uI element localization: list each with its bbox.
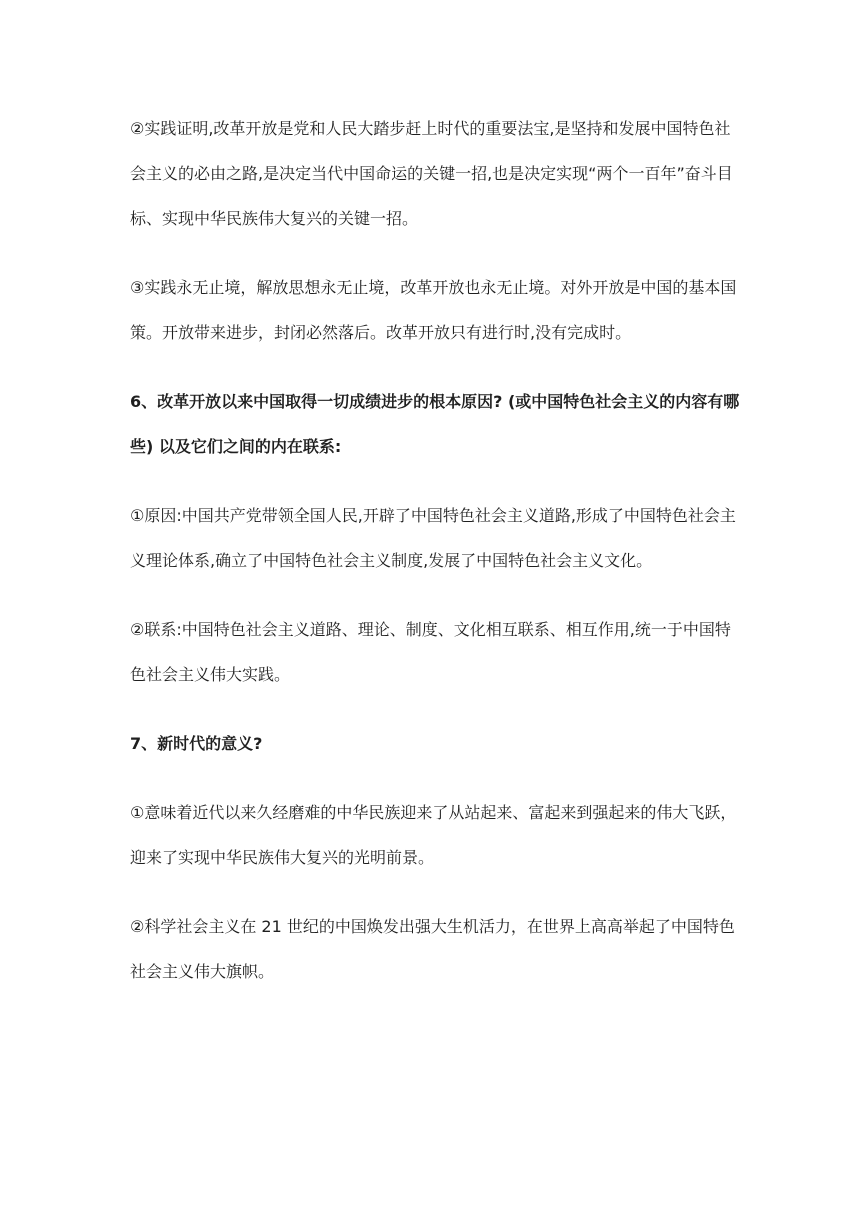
paragraph-reform-proof: ②实践证明,改革开放是党和人民大踏步赶上时代的重要法宝,是坚持和发展中国特色社会主义的必由之路,是决定当代中国命运的关键一招,也是决定实现“两个一百年”奋斗目标、实现中华民族伟大复兴的关键一招。: [130, 119, 733, 228]
paragraph-reason: ①原因:中国共产党带领全国人民,开辟了中国特色社会主义道路,形成了中国特色社会主义理论体系,确立了中国特色社会主义制度,发展了中国特色社会主义文化。: [130, 506, 736, 570]
heading-question-6: 6、改革开放以来中国取得一切成绩进步的根本原因? (或中国特色社会主义的内容有哪些) 以及它们之间的内在联系:: [130, 392, 740, 456]
paragraph-significance-2: ②科学社会主义在 21 世纪的中国焕发出强大生机活力，在世界上高高举起了中国特色社会主义伟大旗帜。: [130, 917, 735, 981]
paragraph-connection: ②联系:中国特色社会主义道路、理论、制度、文化相互联系、相互作用,统一于中国特色社会主义伟大实践。: [130, 620, 731, 684]
heading-question-7: 7、新时代的意义?: [130, 734, 263, 753]
paragraph-significance-1: ①意味着近代以来久经磨难的中华民族迎来了从站起来、富起来到强起来的伟大飞跃，迎来了实现中华民族伟大复兴的光明前景。: [130, 803, 737, 867]
paragraph-practice-endless: ③实践永无止境，解放思想永无止境，改革开放也永无止境。对外开放是中国的基本国策。开放带来进步，封闭必然落后。改革开放只有进行时,没有完成时。: [130, 278, 737, 342]
document-body: [130, 106, 740, 1018]
